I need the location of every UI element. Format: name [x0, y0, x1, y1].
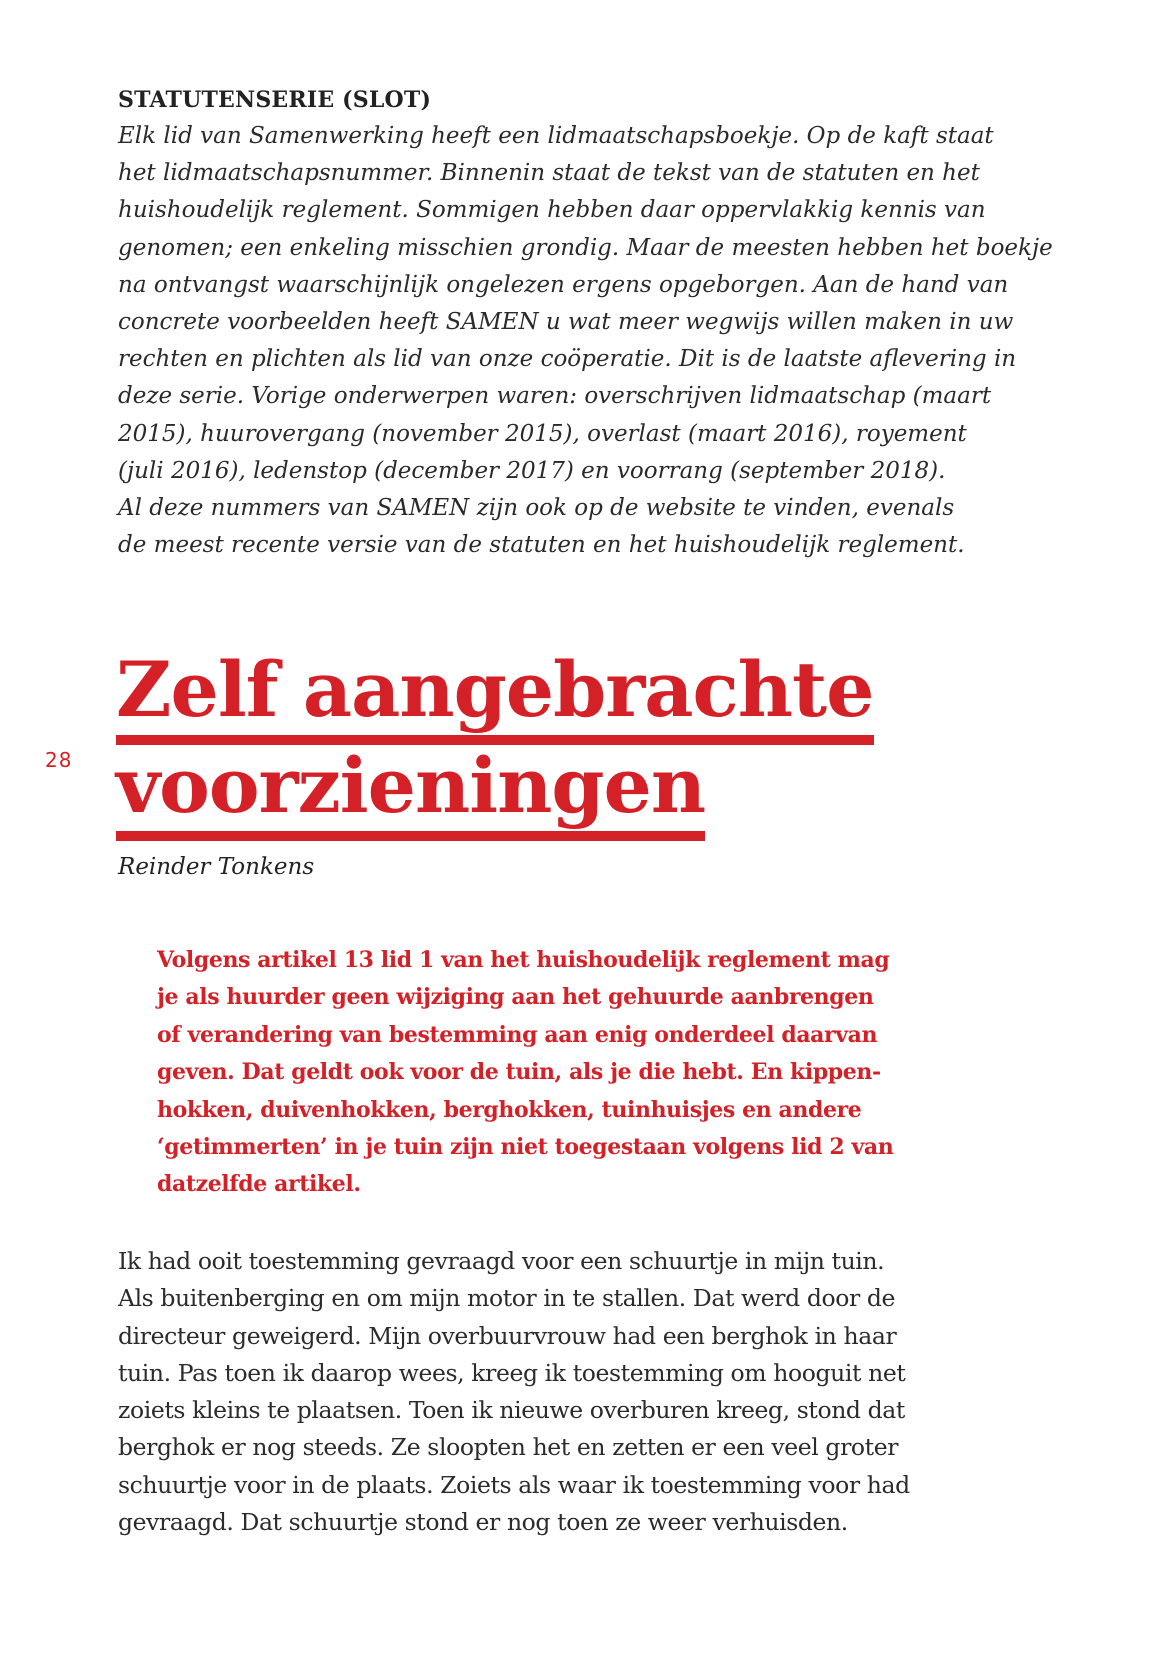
body-paragraph [118, 1243, 998, 1541]
lead-paragraph [157, 942, 987, 1204]
body-line: tuin. Pas toen ik daarop wees, kreeg ik toestemming om hooguit net [118, 1358, 906, 1387]
lead-line: Volgens artikel 13 lid 1 van het huishoudelijk reglement mag [157, 947, 890, 973]
intro-line: Elk lid van Samenwerking heeft een lidmaatschapsboekje. Op de kaft staat [118, 123, 994, 149]
headline-row [116, 741, 874, 843]
lead-line: hokken, duivenhokken, berghokken, tuinhuisjes en andere [157, 1096, 862, 1123]
intro-line: concrete voorbeelden heeft SAMEN u wat meer wegwijs willen maken in uw [118, 309, 1014, 336]
lead-line: of verandering van bestemming aan enig onderdeel daarvan [157, 1021, 878, 1048]
intro-line: rechten en plichten als lid van onze coöperatie. Dit is de laatste aflevering in [118, 346, 1017, 373]
lead-line: je als huurder geen wijziging aan het gehuurde aanbrengen [157, 984, 874, 1011]
intro-line: huishoudelijk reglement. Sommigen hebben daar oppervlakkig kennis van [118, 197, 986, 224]
intro-line: het lidmaatschapsnummer. Binnenin staat de tekst van de statuten en het [118, 160, 980, 187]
lead-line: datzelfde artikel. [157, 1171, 361, 1198]
intro-line: deze serie. Vorige onderwerpen waren: overschrijven lidmaatschap (maart [118, 383, 992, 410]
article-headline [116, 645, 874, 843]
lead-line: ‘getimmerten’ in je tuin zijn niet toegestaan volgens lid 2 van [157, 1134, 894, 1161]
lead-line: geven. Dat geldt ook voor de tuin, als je die hebt. En kippen- [157, 1059, 881, 1086]
intro-paragraph [118, 118, 1053, 564]
series-title: STATUTENSERIE (SLOT) [118, 87, 432, 113]
body-line: zoiets kleins te plaatsen. Toen ik nieuwe overburen kreeg, stond dat [118, 1396, 905, 1425]
headline-line-1: Zelf aangebrachte [116, 651, 874, 745]
intro-line: na ontvangst waarschijnlijk ongelezen ergens opgeborgen. Aan de hand van [118, 271, 1009, 298]
intro-box [118, 82, 1053, 564]
body-line: Ik had ooit toestemming gevraagd voor een schuurtje in mijn tuin. [118, 1247, 885, 1275]
intro-line: de meest recente versie van de statuten en het huishoudelijk reglement. [118, 532, 965, 559]
body-line: gevraagd. Dat schuurtje stond er nog toen ze weer verhuisden. [118, 1508, 848, 1537]
body-line: directeur geweigerd. Mijn overbuurvrouw had een berghok in haar [118, 1321, 897, 1350]
body-line: berghok er nog steeds. Ze sloopten het en zetten er een veel groter [118, 1433, 899, 1462]
intro-line: 2015), huurovergang (november 2015), overlast (maart 2016), royement [118, 420, 967, 447]
body-line: Als buitenberging en om mijn motor in te stallen. Dat werd door de [118, 1284, 896, 1313]
body-line: schuurtje voor in de plaats. Zoiets als waar ik toestemming voor had [118, 1470, 910, 1499]
author-byline: Reinder Tonkens [118, 854, 315, 880]
headline-line-2: voorzieningen [116, 747, 705, 841]
intro-line: genomen; een enkeling misschien grondig. Maar de meesten hebben het boekje [118, 234, 1053, 261]
page-number: 28 [45, 748, 73, 772]
headline-row [116, 645, 874, 747]
intro-line: (juli 2016), ledenstop (december 2017) en voorrang (september 2018). [118, 457, 946, 484]
intro-line: Al deze nummers van SAMEN zijn ook op de website te vinden, evenals [118, 495, 955, 522]
